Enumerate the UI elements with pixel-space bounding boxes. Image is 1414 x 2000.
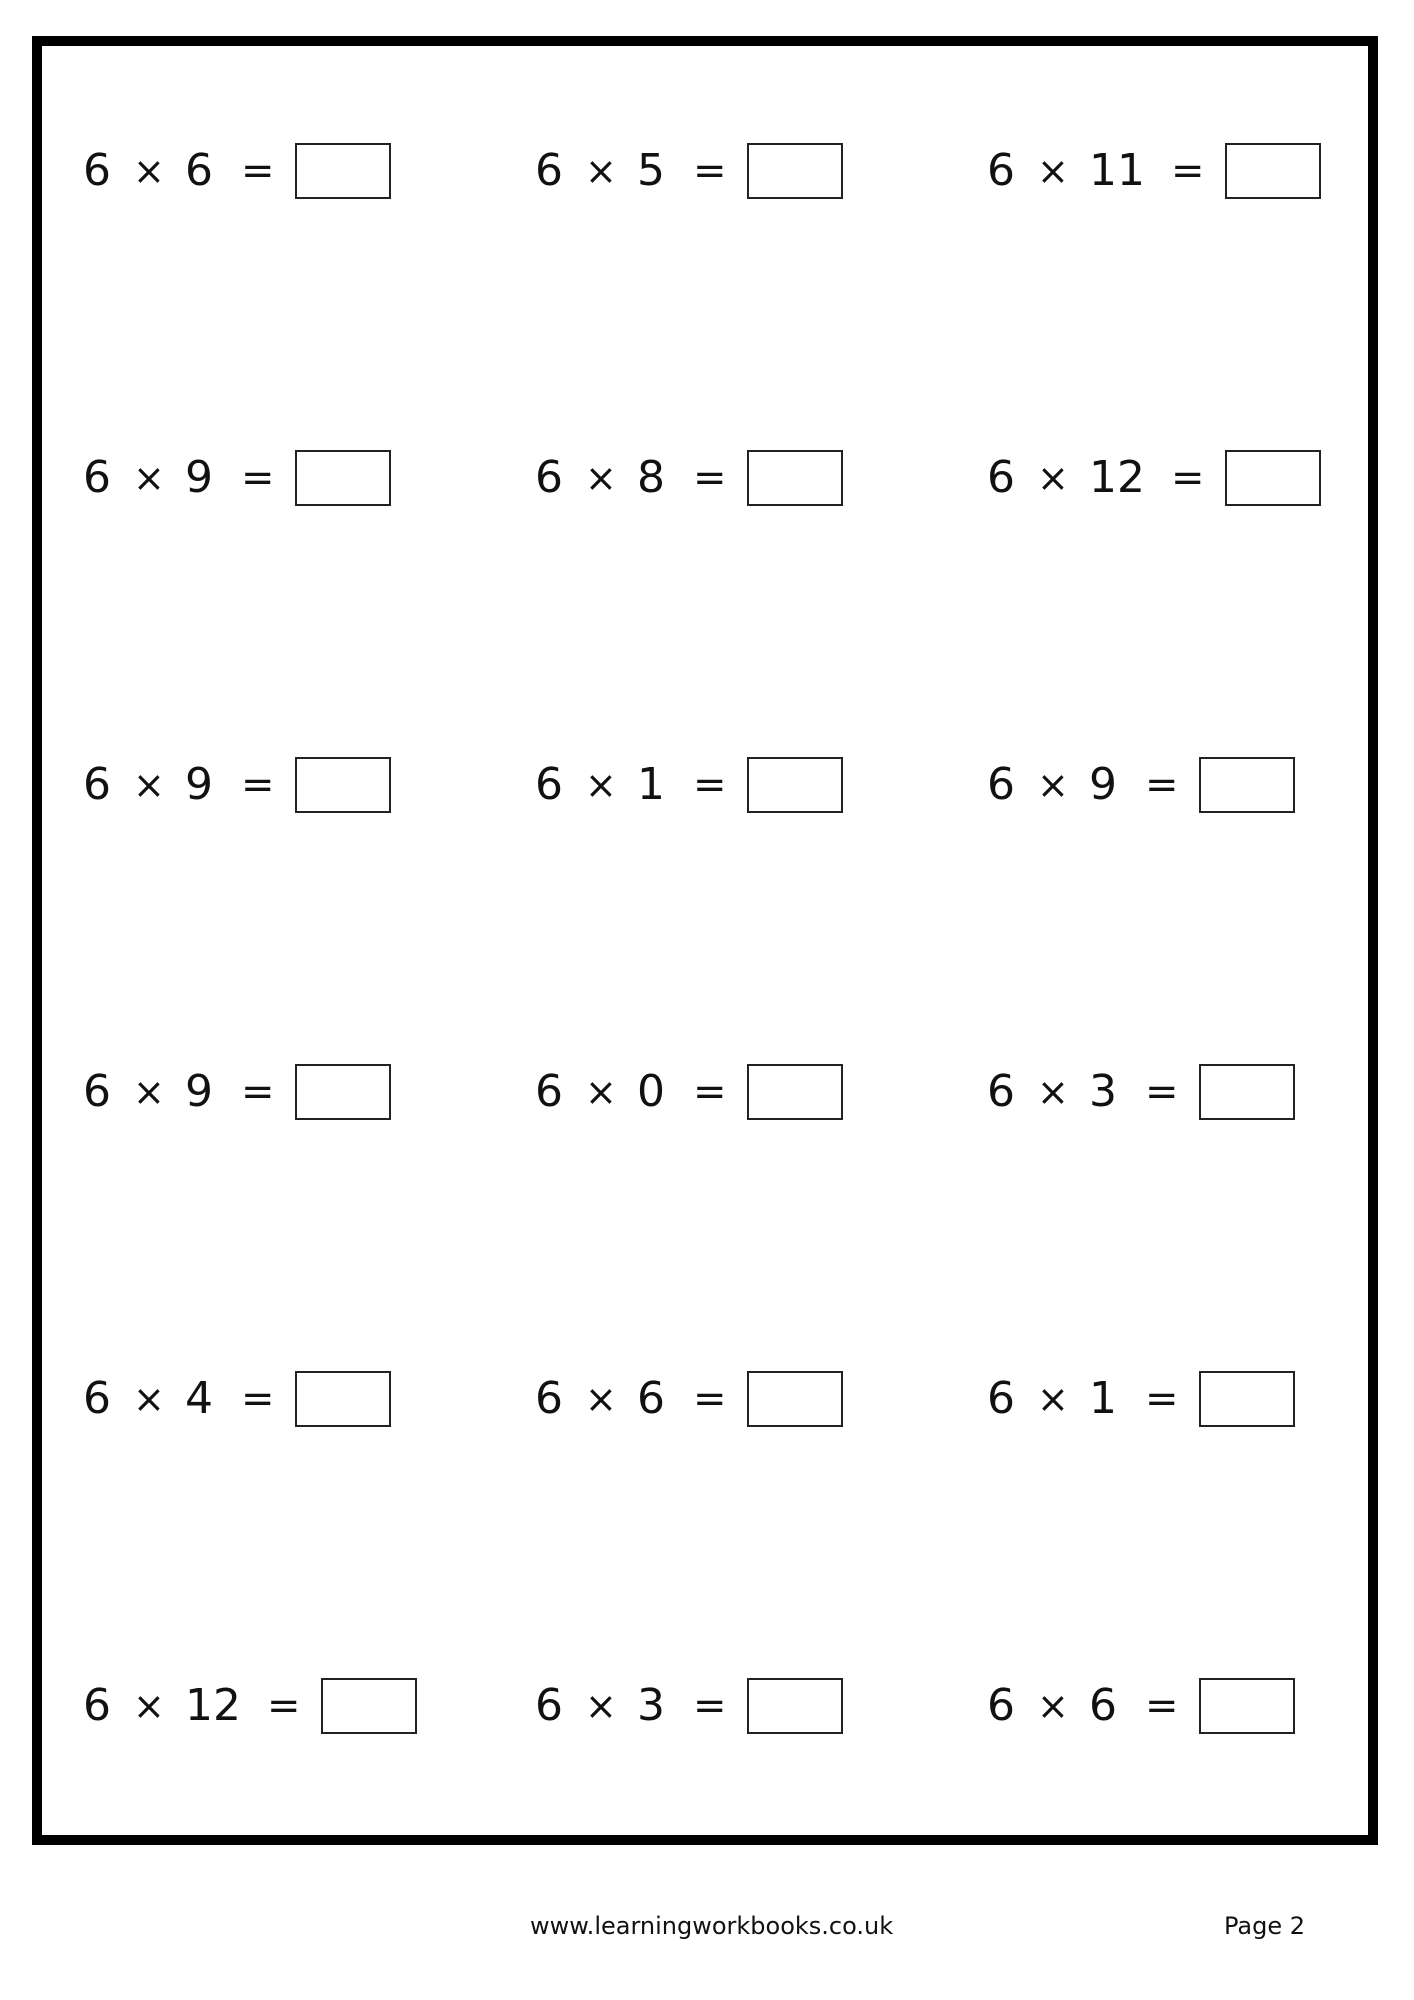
factor-b: 11 [1089,145,1145,196]
factor-b: 12 [1089,452,1145,503]
equals-sign: = [693,148,727,194]
problem-14 [535,1369,843,1429]
equals-sign: = [241,148,275,194]
answer-box[interactable] [747,450,843,506]
page-number: Page 2 [1224,1912,1305,1940]
answer-box[interactable] [1199,1371,1295,1427]
factor-a: 6 [987,145,1015,196]
answer-box[interactable] [295,143,391,199]
multiply-sign: × [585,1684,617,1728]
answer-box[interactable] [1199,1678,1295,1734]
problem-4 [83,448,391,508]
factor-b: 6 [637,1373,665,1424]
equals-sign: = [241,762,275,808]
problem-17 [535,1676,843,1736]
factor-a: 6 [535,452,563,503]
footer-website: www.learningworkbooks.co.uk [530,1912,894,1940]
multiply-sign: × [1037,763,1069,807]
problem-6 [987,448,1321,508]
multiply-sign: × [133,1377,165,1421]
problem-16 [83,1676,417,1736]
problem-8 [535,755,843,815]
multiply-sign: × [1037,149,1069,193]
equals-sign: = [1145,1376,1179,1422]
answer-box[interactable] [321,1678,417,1734]
equals-sign: = [1145,762,1179,808]
factor-b: 5 [637,145,665,196]
multiply-sign: × [585,763,617,807]
problem-13 [83,1369,391,1429]
factor-a: 6 [987,1680,1015,1731]
problem-9 [987,755,1295,815]
answer-box[interactable] [747,143,843,199]
answer-box[interactable] [1225,143,1321,199]
worksheet-border [32,36,1378,1845]
equals-sign: = [693,1069,727,1115]
factor-b: 9 [1089,759,1117,810]
factor-a: 6 [83,452,111,503]
multiply-sign: × [133,763,165,807]
factor-b: 8 [637,452,665,503]
factor-a: 6 [987,1373,1015,1424]
factor-a: 6 [83,1066,111,1117]
equals-sign: = [241,455,275,501]
factor-a: 6 [535,759,563,810]
answer-box[interactable] [1225,450,1321,506]
factor-a: 6 [987,759,1015,810]
answer-box[interactable] [295,1064,391,1120]
factor-b: 12 [185,1680,241,1731]
answer-box[interactable] [295,757,391,813]
factor-a: 6 [987,1066,1015,1117]
answer-box[interactable] [747,1064,843,1120]
factor-b: 9 [185,759,213,810]
problem-3 [987,141,1321,201]
equals-sign: = [693,1376,727,1422]
problem-7 [83,755,391,815]
equals-sign: = [241,1376,275,1422]
multiply-sign: × [585,1070,617,1114]
equals-sign: = [241,1069,275,1115]
answer-box[interactable] [295,450,391,506]
problem-10 [83,1062,391,1122]
factor-b: 9 [185,452,213,503]
factor-a: 6 [83,1680,111,1731]
multiply-sign: × [1037,1684,1069,1728]
factor-b: 3 [637,1680,665,1731]
multiply-sign: × [585,1377,617,1421]
equals-sign: = [1171,455,1205,501]
equals-sign: = [693,455,727,501]
problem-2 [535,141,843,201]
multiply-sign: × [1037,1070,1069,1114]
answer-box[interactable] [747,1371,843,1427]
answer-box[interactable] [747,1678,843,1734]
multiply-sign: × [133,149,165,193]
multiply-sign: × [1037,1377,1069,1421]
multiply-sign: × [585,149,617,193]
factor-b: 4 [185,1373,213,1424]
equals-sign: = [267,1683,301,1729]
problem-11 [535,1062,843,1122]
factor-a: 6 [987,452,1015,503]
factor-b: 3 [1089,1066,1117,1117]
problem-18 [987,1676,1295,1736]
equals-sign: = [693,762,727,808]
factor-a: 6 [535,1373,563,1424]
factor-b: 0 [637,1066,665,1117]
factor-a: 6 [535,145,563,196]
multiply-sign: × [133,1684,165,1728]
multiply-sign: × [133,1070,165,1114]
equals-sign: = [1171,148,1205,194]
problem-15 [987,1369,1295,1429]
factor-a: 6 [535,1066,563,1117]
answer-box[interactable] [1199,1064,1295,1120]
factor-b: 6 [1089,1680,1117,1731]
factor-a: 6 [83,759,111,810]
factor-b: 9 [185,1066,213,1117]
multiply-sign: × [585,456,617,500]
multiply-sign: × [1037,456,1069,500]
factor-a: 6 [83,145,111,196]
factor-a: 6 [535,1680,563,1731]
multiply-sign: × [133,456,165,500]
factor-b: 1 [637,759,665,810]
problem-1 [83,141,391,201]
equals-sign: = [693,1683,727,1729]
answer-box[interactable] [1199,757,1295,813]
equals-sign: = [1145,1069,1179,1115]
answer-box[interactable] [747,757,843,813]
factor-b: 6 [185,145,213,196]
answer-box[interactable] [295,1371,391,1427]
problem-12 [987,1062,1295,1122]
problem-5 [535,448,843,508]
equals-sign: = [1145,1683,1179,1729]
factor-a: 6 [83,1373,111,1424]
factor-b: 1 [1089,1373,1117,1424]
